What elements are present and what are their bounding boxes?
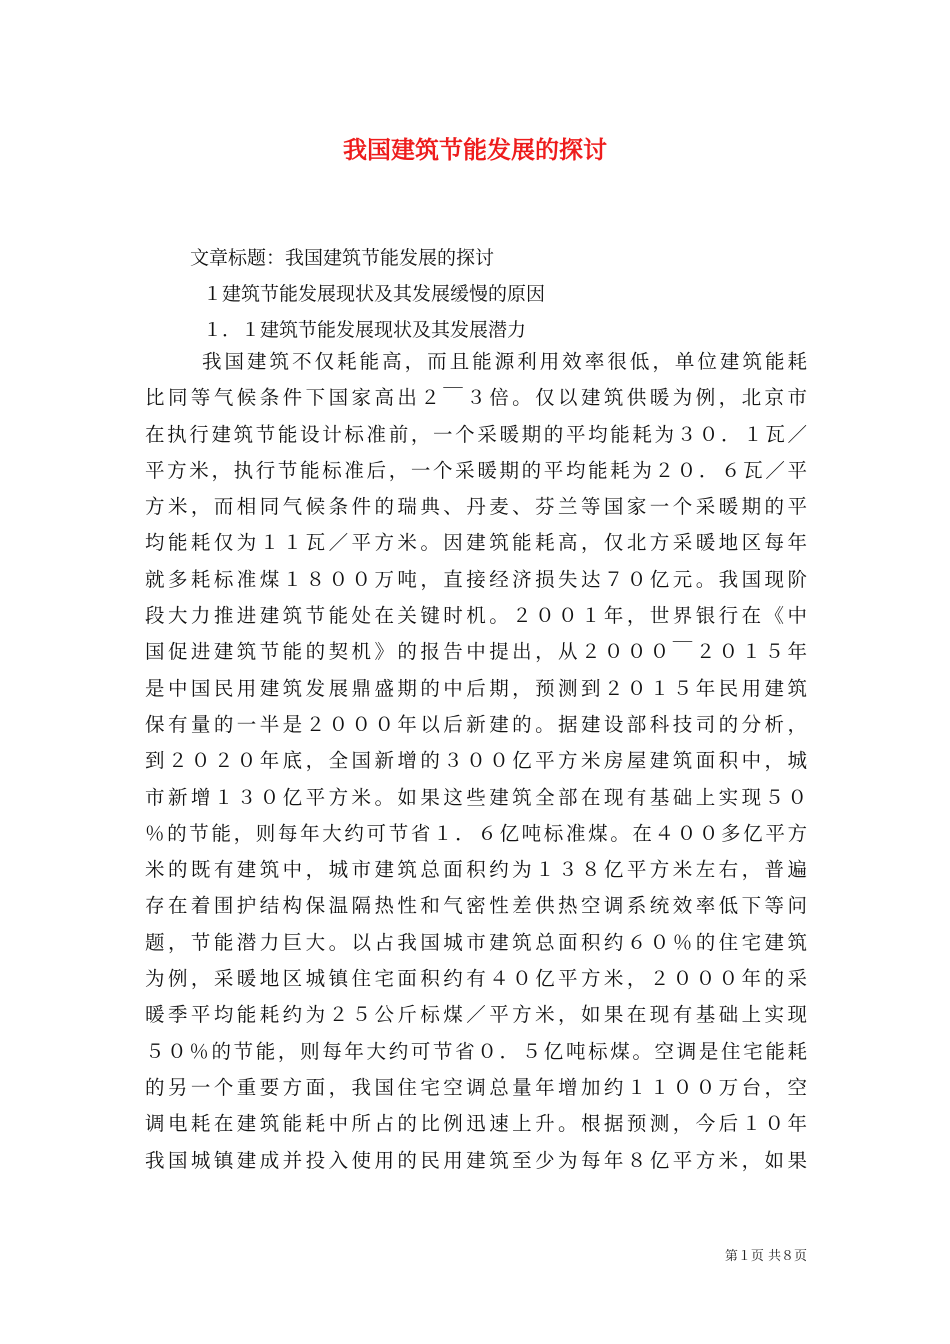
body-paragraph xyxy=(145,344,807,1179)
paragraph-line: 方米，而相同气候条件的瑞典、丹麦、芬兰等国家一个采暖期的平 xyxy=(145,495,807,519)
paragraph-line: 我国城镇建成并投入使用的民用建筑至少为每年８亿平方米，如果 xyxy=(145,1148,807,1172)
paragraph-line: 段大力推进建筑节能处在关键时机。２００１年，世界银行在《中 xyxy=(145,604,807,628)
paragraph-line: 的另一个重要方面，我国住宅空调总量年增加约１１００万台，空 xyxy=(145,1075,807,1099)
paragraph-line: 为例，采暖地区城镇住宅面积约有４０亿平方米，２０００年的采 xyxy=(145,967,807,991)
paragraph-line: 在执行建筑节能设计标准前，一个采暖期的平均能耗为３０．１瓦／ xyxy=(145,422,807,446)
paragraph-line: 就多耗标准煤１８００万吨，直接经济损失达７０亿元。我国现阶 xyxy=(145,567,807,591)
paragraph-line: 米的既有建筑中，城市建筑总面积约为１３８亿平方米左右，普遍 xyxy=(145,858,807,882)
page-title: 我国建筑节能发展的探讨 xyxy=(343,135,607,164)
paragraph-line: 比同等气候条件下国家高出２￣３倍。仅以建筑供暖为例，北京市 xyxy=(145,386,807,410)
article-title-line: 文章标题：我国建筑节能发展的探讨 xyxy=(190,247,495,269)
paragraph-line: 暖季平均能耗约为２５公斤标煤／平方米，如果在现有基础上实现 xyxy=(145,1003,807,1027)
paragraph-line: 平方米，执行节能标准后，一个采暖期的平均能耗为２０．６瓦／平 xyxy=(145,458,807,482)
subsection-heading: １．１建筑节能发展现状及其发展潜力 xyxy=(203,319,527,341)
paragraph-line: 到２０２０年底，全国新增的３００亿平方米房屋建筑面积中，城 xyxy=(145,749,807,773)
paragraph-line: ％的节能，则每年大约可节省１．６亿吨标准煤。在４００多亿平方 xyxy=(145,821,807,845)
paragraph-line: 市新增１３０亿平方米。如果这些建筑全部在现有基础上实现５０ xyxy=(145,785,807,809)
paragraph-line: 是中国民用建筑发展鼎盛期的中后期，预测到２０１５年民用建筑 xyxy=(145,676,807,700)
paragraph-line: 国促进建筑节能的契机》的报告中提出，从２０００￣２０１５年 xyxy=(145,640,807,664)
paragraph-line: 保有量的一半是２０００年以后新建的。据建设部科技司的分析， xyxy=(145,712,807,736)
paragraph-line: 存在着围护结构保温隔热性和气密性差供热空调系统效率低下等问 xyxy=(145,894,807,918)
paragraph-line: 调电耗在建筑能耗中所占的比例迅速上升。根据预测，今后１０年 xyxy=(145,1112,807,1136)
paragraph-line: 我国建筑不仅耗能高，而且能源利用效率很低，单位建筑能耗 xyxy=(202,350,807,373)
paragraph-line: ５０％的节能，则每年大约可节省０．５亿吨标煤。空调是住宅能耗 xyxy=(145,1039,807,1063)
paragraph-line: 均能耗仅为１１瓦／平方米。因建筑能耗高，仅北方采暖地区每年 xyxy=(145,531,807,555)
paragraph-line: 题，节能潜力巨大。以占我国城市建筑总面积约６０％的住宅建筑 xyxy=(145,930,807,954)
page-number-footer: 第１页 共８页 xyxy=(724,1249,807,1264)
section-heading: １建筑节能发展现状及其发展缓慢的原因 xyxy=(203,283,546,305)
